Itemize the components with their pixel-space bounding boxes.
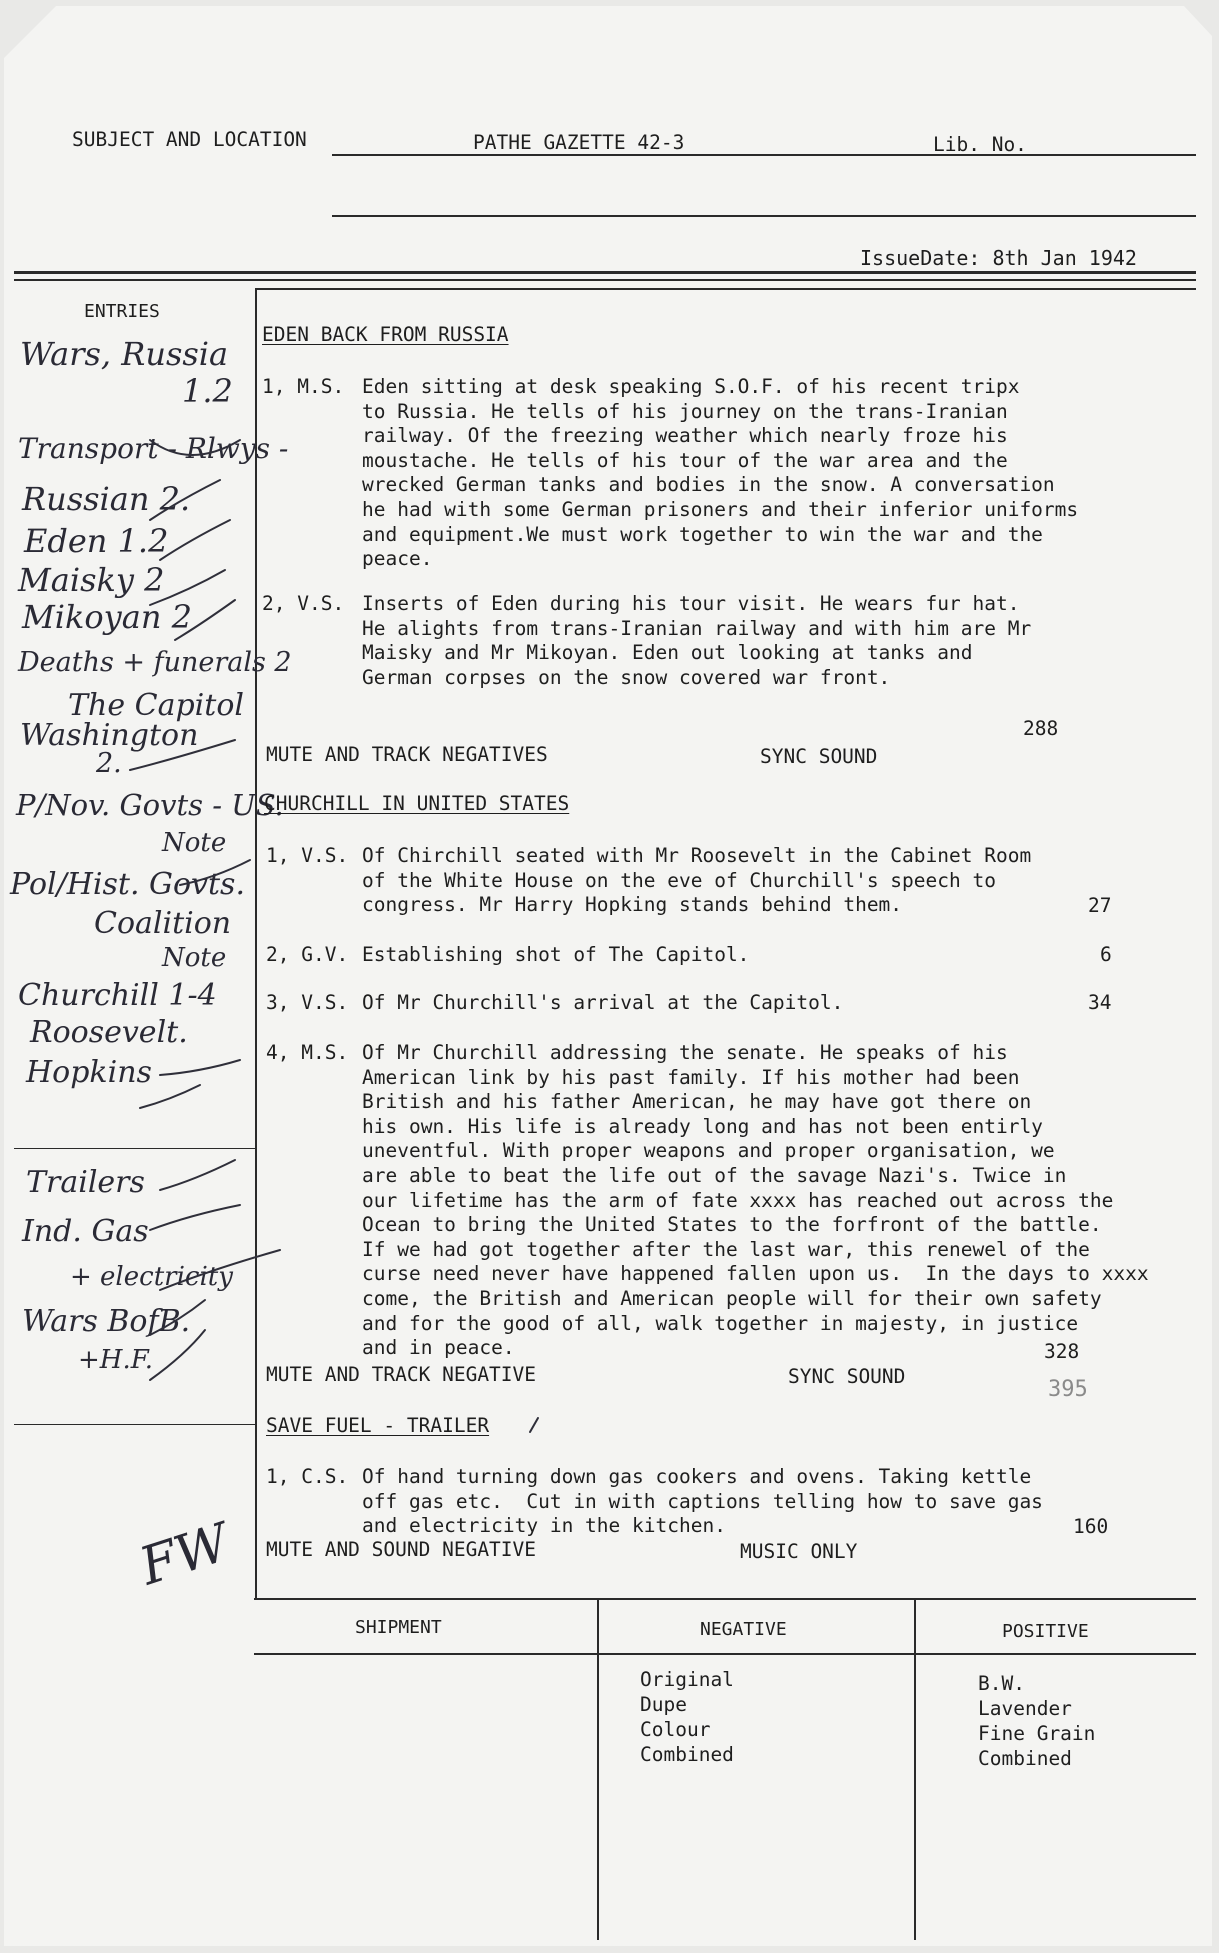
text-line: Eden sitting at desk speaking S.O.F. of his recent tripx [362,375,1020,398]
text-line: Of Chirchill seated with Mr Roosevelt in the Cabinet Room [362,844,1032,867]
negative-type: MUTE AND TRACK NEGATIVES [266,743,548,766]
hw-entry: Note [162,828,227,858]
story-title-save-fuel: SAVE FUEL - TRAILER [266,1414,490,1437]
sound-type: MUSIC ONLY [740,1540,858,1563]
text-line: British and his father American, he may have got there on [362,1090,1032,1114]
table-header-shipment: SHIPMENT [355,1617,442,1638]
shot-label: 3, V.S. [266,991,349,1014]
hw-entry: Mikoyan 2 [22,598,192,636]
text-line: and in peace. [362,1336,515,1360]
text-line: to Russia. He tells of his journey on the trans-Iranian [362,399,1008,423]
footage-count: 288 [1023,717,1059,740]
text-line: curse need never have happened fallen upon us. In the days to xxxx [362,1262,1149,1286]
list-item: Dupe [640,1693,687,1716]
text-line: off gas etc. Cut in with captions telling how to save gas [362,1489,1043,1513]
list-item: Combined [978,1747,1072,1770]
list-item: Combined [640,1743,734,1766]
shot-description: Of Mr Churchill's arrival at the Capitol. [362,991,844,1014]
hw-entry: Transport - Rlwys - [18,432,289,465]
table-header-rule [254,1653,1196,1655]
table-column-divider [914,1600,916,1940]
list-item: Original [640,1668,734,1691]
shot-description: Establishing shot of The Capitol. [362,943,750,966]
text-line: congress. Mr Harry Hopking stands behind them. [362,893,903,917]
text-line: American link by his past family. If his mother had been [362,1065,1020,1089]
negative-type: MUTE AND SOUND NEGATIVE [266,1538,537,1561]
hw-entry: The Capitol [68,688,244,723]
shot-label: 1, M.S. [262,375,345,398]
footage-note: 395 [1048,1377,1088,1402]
hw-entry: 2. [96,748,122,779]
shot-label: 2, V.S. [262,592,345,615]
table-header-positive: POSITIVE [1002,1621,1089,1642]
handwritten-initials: FW [132,1512,237,1598]
sound-type: SYNC SOUND [760,745,878,768]
text-line: Of Mr Churchill addressing the senate. He speaks of his [362,1041,1008,1064]
story-title-eden: EDEN BACK FROM RUSSIA [262,323,509,346]
hw-entry: Coalition [94,906,232,941]
hw-entry: Maisky 2 [18,561,165,599]
text-line: peace. [362,547,433,571]
text-line: and equipment.We must work together to win the war and the [362,522,1043,546]
text-line: moustache. He tells of his tour of the war area and the [362,448,1008,472]
footage-count: 328 [1044,1340,1080,1363]
hw-entry: Wars BofB. [22,1304,191,1339]
text-line: and for the good of all, walk together in majesty, in justice [362,1311,1079,1335]
text-line: railway. Of the freezing weather which nearly froze his [362,424,1008,448]
footage-count: 6 [1100,943,1112,966]
subject-location-label: SUBJECT AND LOCATION [72,128,307,151]
negative-type: MUTE AND TRACK NEGATIVE [266,1363,537,1386]
hw-entry: Wars, Russia [20,335,229,373]
text-line: of the White House on the eve of Churchill's speech to [362,868,996,892]
text-line: Of hand turning down gas cookers and ovens. Taking kettle [362,1465,1032,1488]
entries-separator [14,1424,256,1425]
table-top-rule [254,1598,1196,1600]
hw-entry: Washington [20,718,199,753]
sound-type: SYNC SOUND [788,1365,906,1388]
text-line: German corpses on the snow covered war front. [362,665,891,689]
footage-count: 27 [1088,894,1112,917]
text-line: Inserts of Eden during his tour visit. He wears fur hat. [362,592,1020,615]
list-item: Lavender [978,1697,1072,1720]
document-title: PATHE GAZETTE 42-3 [473,131,685,154]
shot-label: 1, C.S. [266,1465,349,1488]
library-number-label: Lib. No. [933,133,1027,156]
hw-entry: Pol/Hist. Govts. [10,867,245,902]
hw-entry: 1.2 [182,372,233,410]
hw-entry: Deaths + funerals 2 [18,647,292,678]
text-line: his own. His life is already long and has not been entirly [362,1114,1043,1138]
text-line: uneventful. With proper weapons and proper organisation, we [362,1139,1055,1163]
table-header-negative: NEGATIVE [700,1619,787,1640]
hw-entry: P/Nov. Govts - US. [16,788,284,822]
footage-count: 160 [1073,1515,1109,1538]
hw-entry: Ind. Gas [22,1214,149,1249]
text-line: wrecked German tanks and bodies in the snow. A conversation [362,473,1055,497]
hw-entry: Eden 1.2 [24,522,169,560]
story-title-churchill: CHURCHILL IN UNITED STATES [264,792,570,815]
entries-separator [14,1148,256,1149]
hw-entry: Trailers [26,1165,145,1200]
text-line: If we had got together after the last war, this renewel of the [362,1237,1090,1261]
text-line: Ocean to bring the United States to the forfront of the battle. [362,1213,1102,1237]
list-item: B.W. [978,1672,1025,1695]
shot-label: 2, G.V. [266,943,349,966]
entries-heading: ENTRIES [84,301,160,322]
shot-label: 4, M.S. [266,1041,349,1064]
hw-entry: + electricity [70,1262,233,1292]
list-item: Colour [640,1718,711,1741]
text-line: He alights from trans-Iranian railway and with him are Mr [362,616,1032,640]
issue-date: IssueDate: 8th Jan 1942 [860,246,1137,270]
shot-label: 1, V.S. [266,844,349,867]
table-column-divider [597,1600,599,1940]
hw-entry: Hopkins [26,1055,152,1090]
hw-entry: +H.F. [78,1345,153,1375]
footage-count: 34 [1088,991,1112,1014]
hw-entry: Russian 2. [22,480,191,518]
hw-entry: Note [162,943,227,973]
hw-entry: Roosevelt. [30,1015,188,1050]
text-line: and electricity in the kitchen. [362,1514,726,1538]
hw-entry: Churchill 1-4 [18,978,217,1013]
text-line: Maisky and Mr Mikoyan. Eden out looking at tanks and [362,641,973,665]
text-line: he had with some German prisoners and their inferior uniforms [362,498,1079,521]
text-line: come, the British and American people will for their own safety [362,1287,1102,1310]
text-line: our lifetime has the arm of fate xxxx has reached out across the [362,1188,1114,1212]
list-item: Fine Grain [978,1722,1096,1745]
text-line: are able to beat the life out of the savage Nazi's. Twice in [362,1164,1067,1187]
